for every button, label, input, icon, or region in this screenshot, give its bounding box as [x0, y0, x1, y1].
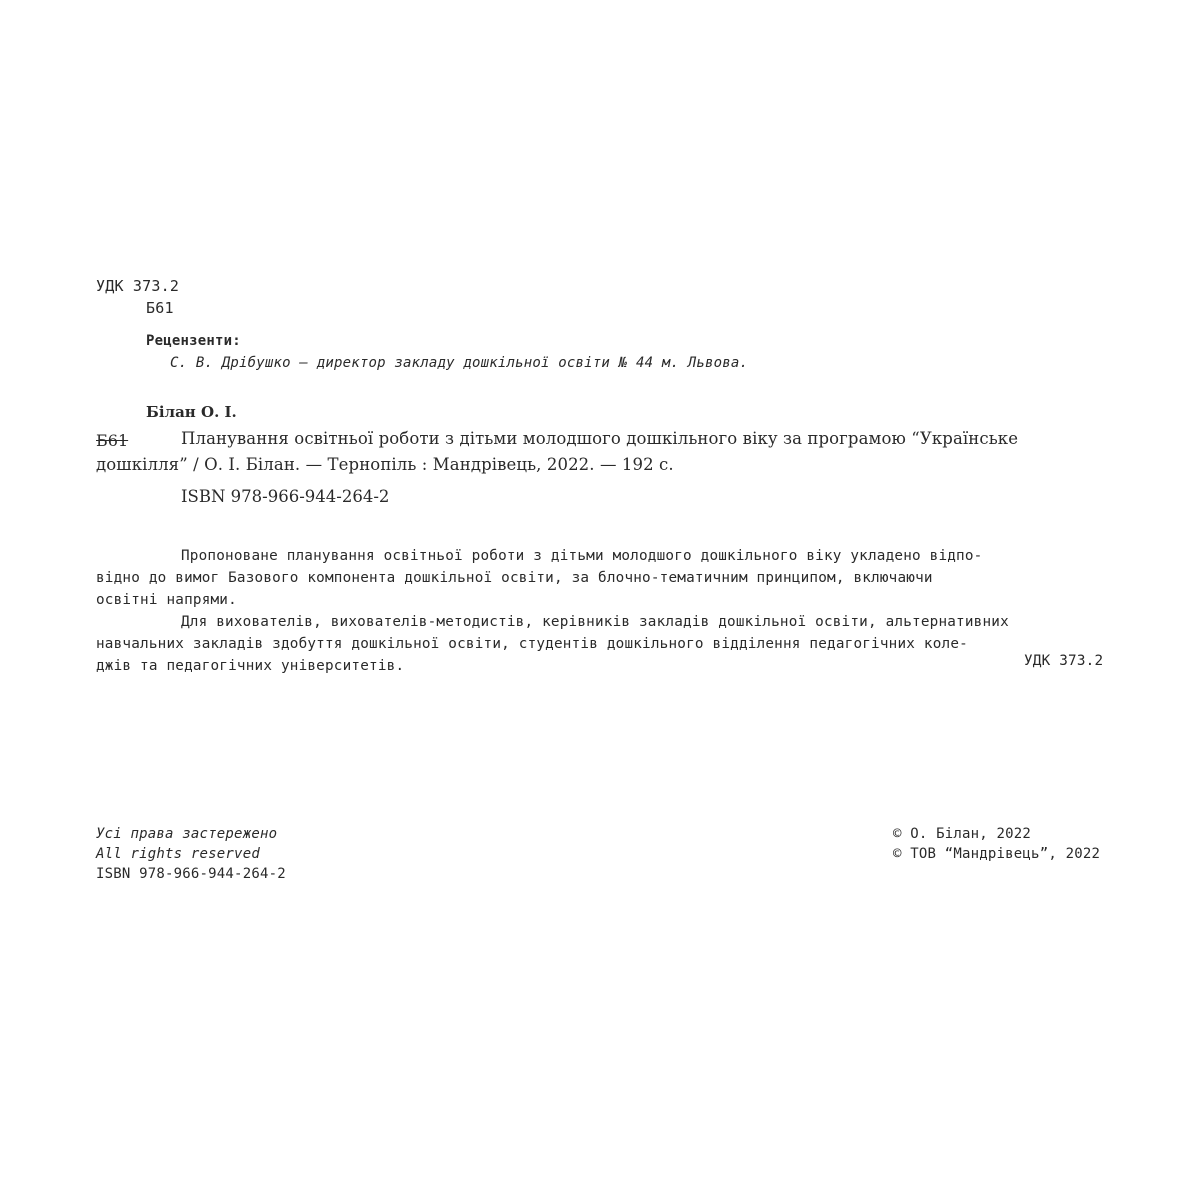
annotation-line: Для вихователів, вихователів-методистів, керівників закладів дошкільної освіти, альтернативних — [181, 614, 1009, 630]
isbn: ISBN 978-966-944-264-2 — [181, 487, 390, 506]
rights-reserved-ua: Усі права застережено — [96, 826, 278, 842]
annotation-line: відно до вимог Базового компонента дошкільної освіти, за блочно-тематичним принципом, включаючи — [96, 570, 933, 586]
udk-code: УДК 373.2 — [96, 277, 180, 295]
footer-isbn: ISBN 978-966-944-264-2 — [96, 866, 286, 882]
udk-code-annotation: УДК 373.2 — [1024, 653, 1104, 669]
rights-reserved-en: All rights reserved — [96, 846, 260, 862]
bibliographic-description-line: дошкілля” / О. І. Білан. — Тернопіль : Мандрівець, 2022. — 192 с. — [96, 455, 674, 474]
author-name: Білан О. І. — [146, 403, 237, 421]
bibliographic-description-line: Планування освітньої роботи з дітьми молодшого дошкільного віку за програмою “Українське — [181, 429, 1019, 448]
annotation-line: навчальних закладів здобуття дошкільної освіти, студентів дошкільного відділення педагогічних коле- — [96, 636, 968, 652]
bbk-mark: Б61 — [96, 431, 129, 450]
annotation-line: джів та педагогічних університетів. — [96, 658, 405, 674]
reviewers-heading: Рецензенти: — [146, 333, 241, 349]
bbk-code: Б61 — [146, 299, 174, 317]
reviewer-line: С. В. Дрібушко – директор закладу дошкільної освіти № 44 м. Львова. — [170, 355, 749, 371]
annotation-line: освітні напрями. — [96, 592, 237, 608]
annotation-line: Пропоноване планування освітньої роботи з дітьми молодшого дошкільного віку укладено відпо- — [181, 548, 983, 564]
copyright-author: © О. Білан, 2022 — [893, 826, 1032, 842]
copyright-publisher: © ТОВ “Мандрівець”, 2022 — [893, 846, 1101, 862]
